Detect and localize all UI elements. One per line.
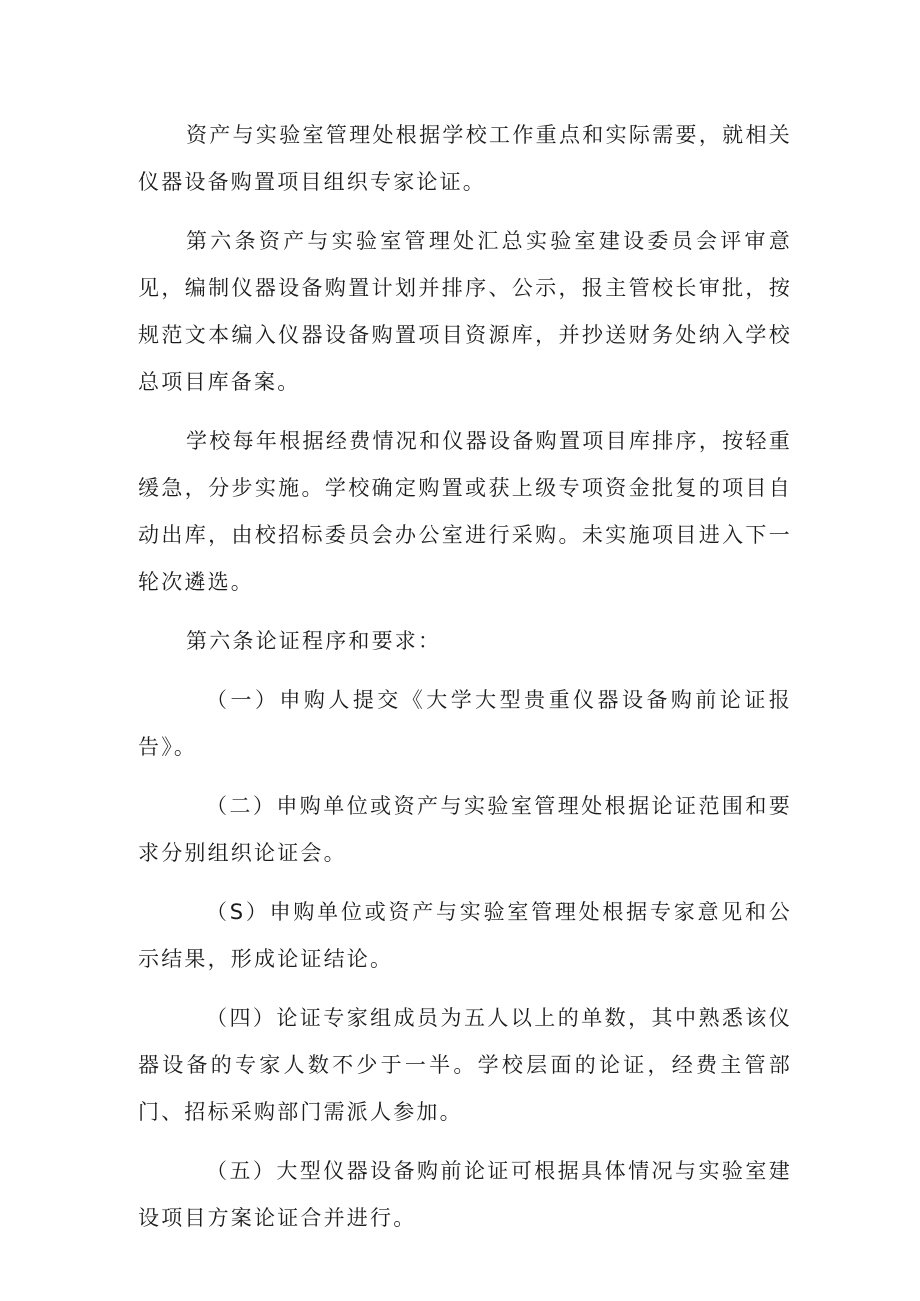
list-item-4: （四）论证专家组成员为五人以上的单数，其中熟悉该仪器设备的专家人数不少于一半。学校层面的论证，经费主管部门、招标采购部门需派人参加。	[138, 1006, 792, 1124]
list-item-5: （五）大型仪器设备购前论证可根据具体情况与实验室建设项目方案论证合并进行。	[138, 1159, 792, 1230]
list-item-2: （二）申购单位或资产与实验室管理处根据论证范围和要求分别组织论证会。	[138, 794, 792, 865]
document-body	[138, 112, 792, 1254]
paragraph-annual-implementation: 学校每年根据经费情况和仪器设备购置项目库排序，按轻重缓急，分步实施。学校确定购置或获上级专项资金批复的项目自动出库，由校招标委员会办公室进行采购。未实施项目进入下一轮次遴选。	[138, 429, 792, 594]
list-item-3: （S）申购单位或资产与实验室管理处根据专家意见和公示结果，形成论证结论。	[138, 900, 792, 971]
paragraph-article-six-summary: 第六条资产与实验室管理处汇总实验室建设委员会评审意见，编制仪器设备购置计划并排序、公示，报主管校长审批，按规范文本编入仪器设备购置项目资源库，并抄送财务处纳入学校总项目库备案。	[138, 229, 792, 394]
list-item-1: （一）申购人提交《大学大型贵重仪器设备购前论证报告》。	[138, 688, 792, 759]
paragraph-expert-review: 资产与实验室管理处根据学校工作重点和实际需要，就相关仪器设备购置项目组织专家论证。	[138, 123, 792, 194]
paragraph-article-six-procedure: 第六条论证程序和要求：	[186, 629, 442, 653]
